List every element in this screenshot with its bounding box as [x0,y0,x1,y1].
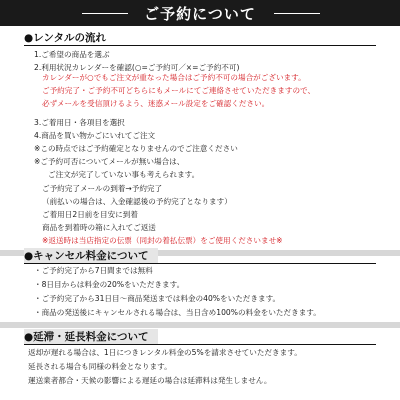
order-not-confirmed-note: ※この時点ではご予約確定となりませんのでご注意ください [34,144,238,153]
late-fee-heading: ●延滞・延長料金について [24,329,158,344]
late-fee-rule-2: 延長される場合も同様の料金となります。 [28,362,172,371]
header-rule-left [82,13,128,14]
cancel-rule-3: ・ご予約完了から31日目～商品発送までは料金の40%をいただきます。 [34,294,281,303]
cancel-rule-4: ・商品の発送後にキャンセルされる場合は、当日含め100%の料金をいただきます。 [34,308,321,317]
flow-step-3: 3.ご着用日・各項目を選択 [34,118,125,127]
late-fee-rule-1: 返却が遅れる場合は、1日につきレンタル料金の5%を請求させていただきます。 [28,348,302,357]
rental-flow-heading: ●レンタルの流れ [24,32,106,44]
flow-step-1: 1.ご希望の商品を選ぶ [34,50,110,59]
section-divider [24,263,376,264]
calendar-warning: カレンダーが○でもご注文が重なった場合はご予約不可の場合がございます。 [42,73,306,82]
section-divider [24,45,376,46]
flow-step-2: 2.利用状況カレンダーを確認(○=ご予約可／×=ご予約不可) [34,63,240,72]
confirmation-step: ご予約完了メールの到着→予約完了 [42,184,163,193]
section-separator [0,322,400,328]
cancel-rule-1: ・ご予約完了から7日間までは無料 [34,266,153,275]
header-rule-right [274,13,320,14]
order-incomplete-note: ご注文が完了していない事も考えられます。 [48,170,200,179]
spam-setting-notice: 必ずメールを受信頂けるよう、迷惑メール設定をご確認ください。 [42,99,270,108]
cancel-rule-2: ・8日目からは料金の20%をいただきます。 [34,280,185,289]
email-notice: ご予約完了・ご予約不可どちらにもメールにてご連絡させていただきますので、 [42,86,316,95]
cancel-fee-heading: ●キャンセル料金について [24,248,158,263]
page-header [0,0,400,26]
flow-step-4: 4.商品を買い物かごにいれてご注文 [34,131,156,140]
prepayment-note: （前払いの場合は、入金確認後の予約完了となります） [42,197,232,206]
no-email-note: ※ご予約可否についてメールが無い場合は、 [34,157,185,166]
return-slip-notice: ※返送時は当店指定の伝票（同封の着払伝票）をご使用くださいませ※ [42,236,283,245]
late-fee-rule-3: 運送業者都合・天候の影響による遅延の場合は延滞料は発生しません。 [28,376,272,385]
section-divider [24,344,376,345]
arrival-step: ご着用日2日前を目安に到着 [42,210,138,219]
return-step: 商品を到着時の箱に入れてご返送 [42,223,156,232]
page-title: ご予約について [144,4,256,23]
